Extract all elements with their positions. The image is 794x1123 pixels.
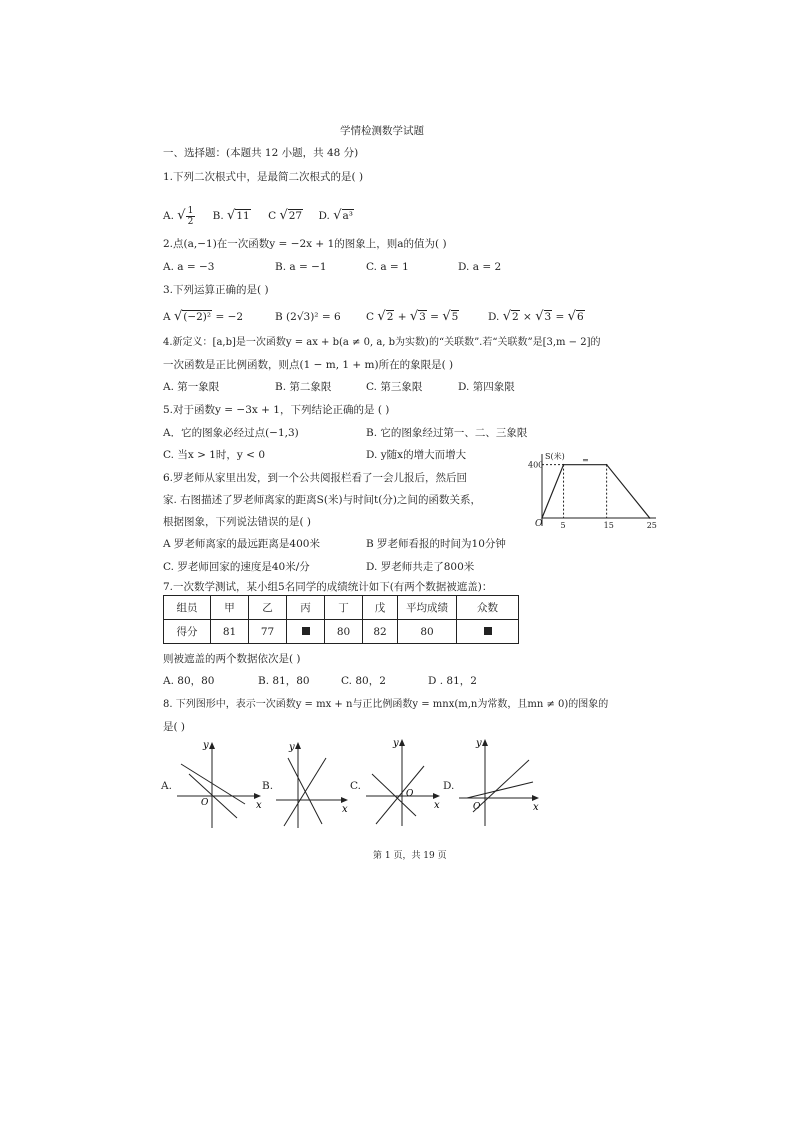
q8-line1: 8. 下列图形中，表示一次函数y = mx + n与正比例函数y = mnx(m,n为常数，且mn ≠ 0)的图象的	[163, 699, 609, 710]
table-cell: 77	[249, 620, 287, 644]
table-header-cell: 组员	[164, 596, 211, 620]
x-tick-label: 5	[560, 521, 566, 530]
svg-text:x: x	[342, 804, 348, 815]
data-point	[541, 517, 543, 519]
q6-option-d: D. 罗老师共走了800米	[366, 561, 475, 573]
q5-option-a: A．它的图象必经过点(−1,3)	[163, 427, 299, 439]
table-header-cell: 众数	[457, 596, 519, 620]
q7-score-table	[163, 595, 519, 644]
mask-block	[484, 627, 492, 635]
q1-options: A. √ $\frac{1}{2}$ B. √11 C √27 D. √a³	[163, 205, 353, 227]
q1-a-fraction: $\frac{1}{2}$	[187, 205, 194, 227]
table-cell: 80	[398, 620, 457, 644]
masked-cell	[457, 620, 519, 644]
q6-line3: 根据图象，下列说法错误的是( )	[163, 516, 312, 528]
svg-text:x: x	[256, 800, 262, 811]
q8-graph-b	[272, 738, 352, 833]
q3-option-b: B (2√3)² = 6	[275, 311, 341, 323]
q2-option-b: B. a = −1	[275, 261, 327, 273]
table-header-cell: 平均成绩	[398, 596, 457, 620]
x-tick-label: 25	[646, 521, 657, 530]
line-y-mnx	[284, 758, 326, 826]
svg-text:O: O	[201, 798, 209, 808]
y-tick-label: 400	[528, 460, 544, 470]
line-y-mx-plus-n	[288, 758, 322, 824]
table-cell: 80	[325, 620, 363, 644]
q3-option-c: C √2 + √3 = √5	[366, 309, 459, 324]
q4-line2: 一次函数是正比例函数，则点(1 − m, 1 + m)所在的象限是( )	[163, 359, 454, 371]
q7-stem: 7.一次数学测试，某小组5名同学的成绩统计如下(有两个数据被遮盖)：	[163, 581, 493, 593]
q8-graph-c	[362, 734, 444, 829]
q5-option-b: B. 它的图象经过第一、二、三象限	[366, 427, 528, 439]
q2-option-a: A. a = −3	[163, 261, 215, 273]
q6-option-b: B 罗老师看报的时间为10分钟	[366, 538, 506, 550]
q4-option-a: A. 第一象限	[163, 381, 220, 393]
svg-text:y: y	[393, 738, 399, 749]
q3-option-a: A √(−2)² = −2	[163, 309, 244, 324]
svg-text:O: O	[406, 789, 414, 799]
exam-title: 学情检测数学试题	[340, 125, 424, 137]
q7-option-b: B. 81，80	[258, 675, 310, 687]
table-header-cell: 戊	[363, 596, 398, 620]
q6-option-a: A 罗老师离家的最远距离是400米	[163, 538, 320, 550]
q8-label-c: C.	[350, 780, 361, 792]
q3-option-d: D. √2 × √3 = √6	[488, 309, 584, 324]
series-line	[542, 465, 650, 518]
q2-stem: 2.点(a,−1)在一次函数y = −2x + 1的图象上，则a的值为( )	[163, 238, 447, 250]
masked-cell	[287, 620, 325, 644]
svg-text:y: y	[289, 742, 295, 753]
svg-text:x: x	[533, 802, 539, 813]
data-point	[649, 517, 651, 519]
q4-line1: 4.新定义：[a,b]是一次函数y = ax + b(a ≠ 0, a, b为实数)的“关联数”.若“关联数”是[3,m − 2]的	[163, 337, 601, 348]
q7-option-d: D . 81，2	[428, 675, 477, 687]
table-header-row	[164, 596, 519, 620]
q8-label-b: B.	[262, 780, 274, 792]
line-y-mnx	[376, 766, 424, 824]
q7-option-a: A. 80，80	[163, 675, 215, 687]
svg-text:y: y	[476, 738, 482, 749]
x-tick-label: 15	[603, 521, 614, 530]
line-y-mnx	[473, 760, 529, 812]
page-footer: 第 1 页，共 19 页	[373, 851, 447, 861]
y-axis-label: S(米)	[545, 452, 565, 461]
q8-label-d: D.	[443, 780, 455, 792]
q7-option-c: C. 80，2	[341, 675, 386, 687]
line-y-mx-plus-n	[467, 782, 533, 798]
table-row	[164, 620, 519, 644]
svg-text:O: O	[473, 802, 481, 812]
q5-option-c: C. 当x > 1时，y < 0	[163, 449, 265, 461]
table-header-cell: 丙	[287, 596, 325, 620]
table-header-cell: 乙	[249, 596, 287, 620]
q7-after: 则被遮盖的两个数据依次是( )	[163, 653, 301, 665]
mask-block	[302, 627, 310, 635]
q6-line2: 家. 右图描述了罗老师离家的距离S(米)与时间t(分)之间的函数关系，	[163, 494, 481, 506]
svg-text:y: y	[203, 740, 209, 751]
q5-stem: 5.对于函数y = −3x + 1，下列结论正确的是 ( )	[163, 404, 390, 416]
q8-line2: 是( )	[163, 721, 186, 733]
table-cell: 82	[363, 620, 398, 644]
table-cell: 得分	[164, 620, 211, 644]
q6-line1: 6.罗老师从家里出发，到一个公共阅报栏看了一会儿报后，然后回	[163, 472, 468, 484]
q1-stem: 1.下列二次根式中，是最简二次根式的是( )	[163, 171, 364, 183]
q6-distance-time-graph	[528, 448, 658, 530]
q6-option-c: C. 罗老师回家的速度是40米/分	[163, 561, 310, 573]
section-heading: 一、选择题：(本题共 12 小题，共 48 分)	[163, 147, 359, 159]
q8-graph-a	[175, 738, 270, 833]
table-header-cell: 甲	[211, 596, 249, 620]
svg-text:x: x	[434, 800, 440, 811]
table-cell: 81	[211, 620, 249, 644]
q3-stem: 3.下列运算正确的是( )	[163, 284, 269, 296]
table-header-cell: 丁	[325, 596, 363, 620]
q8-label-a: A.	[161, 780, 172, 792]
q8-graph-d	[455, 734, 545, 829]
q4-option-b: B. 第二象限	[275, 381, 332, 393]
q2-option-c: C. a = 1	[366, 261, 409, 273]
origin-label: O	[535, 519, 543, 529]
q4-option-c: C. 第三象限	[366, 381, 423, 393]
plateau-annotation: =	[582, 455, 589, 465]
q5-option-d: D. y随x的增大而增大	[366, 449, 467, 461]
q4-option-d: D. 第四象限	[458, 381, 515, 393]
line-y-mx-plus-n	[181, 764, 245, 804]
q2-option-d: D. a = 2	[458, 261, 502, 273]
